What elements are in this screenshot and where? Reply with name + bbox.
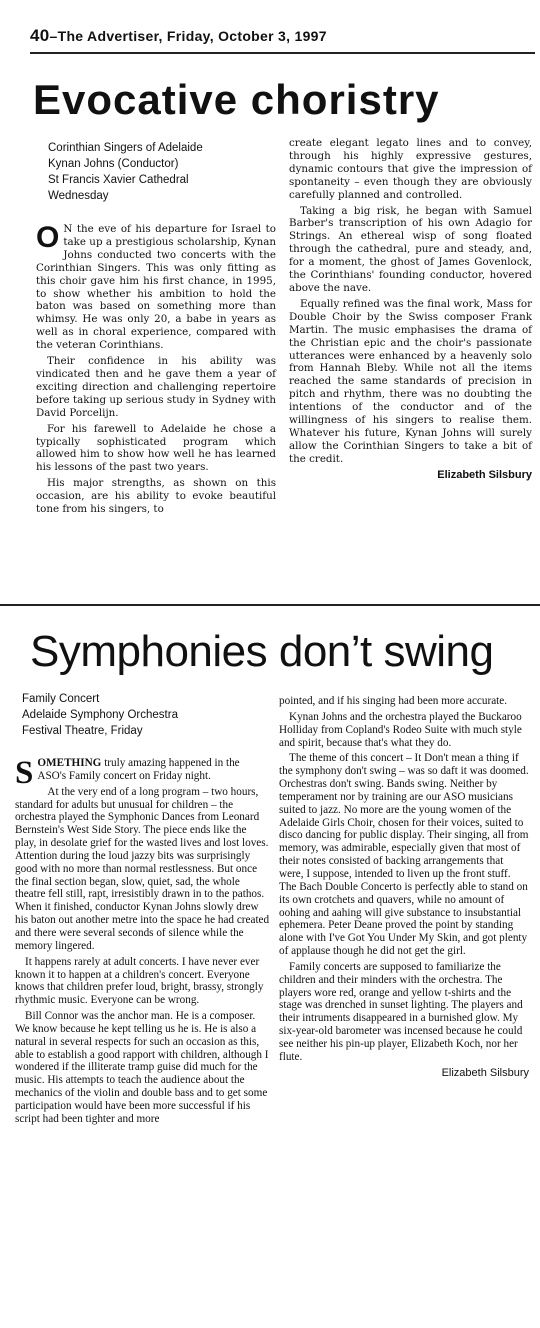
- drop-cap: S: [15, 755, 34, 791]
- paragraph: It happens rarely at adult concerts. I have never ever known it to happen at a children's concert. Everyone knows that children prefer loud, bright, brassy, strongly rhythmic music. Everyone can be wrong.: [15, 955, 264, 1007]
- paragraph: Bill Connor was the anchor man. He is a composer. We know because he kept telling us he is. He is also a natural in several respects for such an occasion as this, able to establish a good rapport with children, although I wondered if the illiterate tramp guise did much for the music. His attempts to teach the audience about the mechanics of the violin and double bass and to get some participation would have been more successful if his script had been tighter and more: [15, 1010, 269, 1125]
- masthead: [30, 26, 510, 52]
- lead-caps: OMETHING: [37, 757, 102, 769]
- article1-column-2: [289, 137, 532, 482]
- credit-line: Wednesday: [48, 190, 109, 202]
- paragraph: Kynan Johns and the orchestra played the Buckaroo Holliday from Copland's Rodeo Suite with much style and spirit, because that's what they do.: [279, 710, 522, 749]
- drop-cap: O: [36, 221, 60, 254]
- credit-line: Family Concert: [22, 693, 100, 705]
- masthead-rule: [30, 52, 535, 54]
- page-number: 40: [30, 26, 50, 45]
- paragraph: pointed, and if his singing had been more accurate.: [279, 695, 508, 707]
- article2-credits: [22, 691, 252, 739]
- paragraph: Taking a big risk, he began with Samuel Barber's transcription of his own Adagio for Strings. An ethereal wisp of song floated through the cathedral, pure and steady, and, for a moment, the ghost of James Govenlock, the Corinthians' founding conductor, hovered above the nave.: [289, 204, 532, 294]
- credit-line: Corinthian Singers of Adelaide: [48, 142, 203, 154]
- credit-line: Kynan Johns (Conductor): [48, 158, 179, 170]
- article2-column-1: [15, 757, 270, 1129]
- paragraph: Equally refined was the final work, Mass for Double Choir by the Swiss composer Frank Martin. The music emphasises the drama of the Christian epic and the choir's passionate utterances were enhanced by a heavenly solo from Hannah Bleby. While not all the items reached the same standards of precision in pitch and rhythm, there was no doubting the intentions of the conductor and of the willingness of his singers to realise them. Whatever his future, Kynan Johns will surely allow the Corinthian Singers to take a bit of the credit.: [289, 297, 532, 465]
- article1-headline: Evocative choristry: [33, 76, 440, 123]
- article1-column-1: [36, 223, 276, 519]
- paragraph: The theme of this concert – It Don't mean a thing if the symphony don't swing – was so daft it was doomed. Orchestras don't swing. Bands swing. Neither by temperament nor by training are our ASO musicians suited to jazz. No more are the young women of the Adelaide Girls Choir, chosen for their voices, suited to disco dancing for public display. Their singing, all from memory, was admirable, especially given that most of their notes consisted of backing arrangements that were, I suppose, intended to liven up the front stuff. The Bach Double Concerto is perfectly able to stand on its own crotchets and quavers, while no amount of oohing and aahing will give substance to insubstantial ephemera. Peter Deane proved the point by standing alone with I've Got You Under My Skin, and got plenty of applause though he did not get the girl.: [279, 752, 529, 958]
- paragraph: create elegant legato lines and to convey, through his highly expressive gestures, dynamic contours that give the impression of spontaneity – even though they are obviously carefully planned and controlled.: [289, 137, 532, 201]
- masthead-title: –The Advertiser, Friday, October 3, 1997: [49, 28, 327, 44]
- article1-byline: Elizabeth Silsbury: [437, 468, 532, 481]
- paragraph: O N the eve of his departure for Israel to take up a prestigious scholarship, Kynan Johns conducted two concerts with the Corinthian Singers. This was only fitting as this choir gave him his first chance, in 1995, to show whether his ambition to hold the baton was based on something more than whimsy. He was only 20, a babe in years as well as in choral experience, compared with the veteran Corinthians.: [36, 221, 276, 352]
- paragraph: His major strengths, as shown on this occasion, are his ability to evoke beautiful tone from his singers, to: [36, 477, 276, 516]
- article1-credits: [48, 140, 278, 204]
- paragraph: At the very end of a long program – two hours, standard for adults but unusual for children – the orchestra played the Symphonic Dances from Leonard Bernstein's West Side Story. The piece ends like the play, in desolate grief for the wasted lives and lost loves. Attention during the loud jazzy bits was surprisingly good with no more than normal restlessness. But once the final section began, slow, quiet, sad, the whole theatre fell still, rapt, irresistibly drawn in to the pathos. When it finished, conductor Kynan Johns slowly drew his baton out another metre into the space he had created and there were several seconds of silence while the memory lingered.: [15, 785, 270, 952]
- article2-column-2: [279, 695, 529, 1079]
- section-divider: [0, 604, 540, 606]
- paragraph: Their confidence in his ability was vindicated then and he gave them a year of exciting direction and challenging repertoire before taking up serious study in Sydney with David Porcelijn.: [36, 355, 276, 419]
- article2-byline: Elizabeth Silsbury: [441, 1066, 529, 1079]
- article2-headline: Symphonies don’t swing: [30, 627, 494, 676]
- paragraph: Family concerts are supposed to familiarize the children and their minders with the orchestra. The players wore red, orange and yellow t-shirts and the stage was drenched in sunset lighting. The players and their intruments disappeared in a burnished glow. My six-year-old barometer was incensed because he could see neither his pin-up player, Elizabeth Koch, nor her flute.: [279, 960, 523, 1063]
- credit-line: Festival Theatre, Friday: [22, 725, 143, 737]
- credit-line: St Francis Xavier Cathedral: [48, 174, 189, 186]
- credit-line: Adelaide Symphony Orchestra: [22, 709, 178, 721]
- paragraph: For his farewell to Adelaide he chose a typically sophisticated program which allowed him to show how well he has learned his lessons of the past two years.: [36, 422, 276, 474]
- paragraph: SOMETHING truly amazing happened in the ASO's Family concert on Friday night.: [15, 755, 240, 791]
